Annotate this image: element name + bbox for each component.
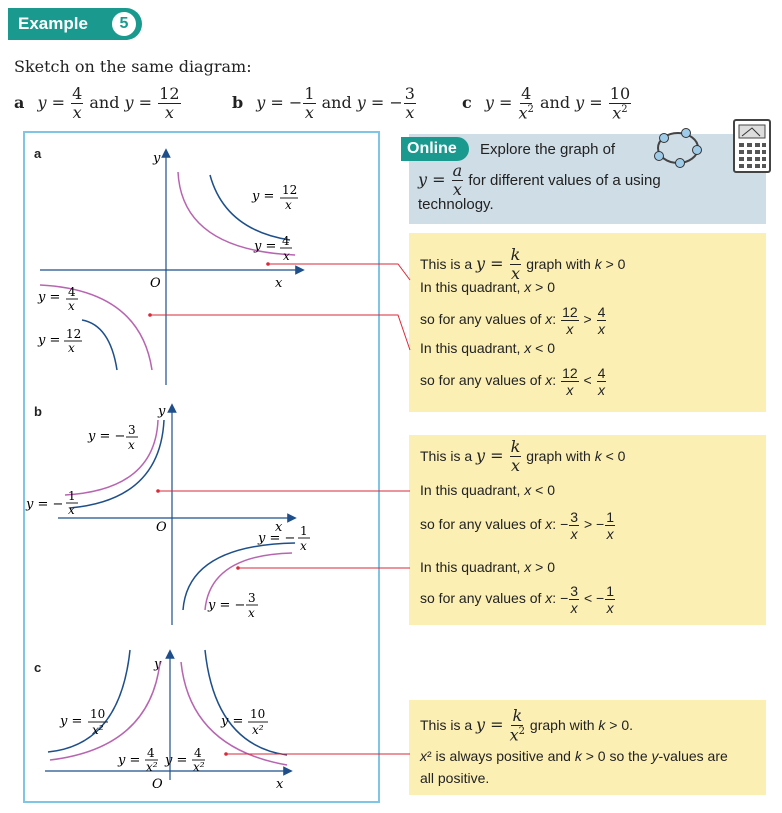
svg-text:x²: x² — [92, 723, 104, 737]
svg-text:4: 4 — [282, 234, 290, 248]
svg-text:x²: x² — [193, 760, 205, 774]
online-line2: for different values of a using — [468, 172, 661, 189]
note-c2: x² is always positive and k > 0 so the y-values are — [420, 748, 728, 764]
svg-text:y =: y = — [118, 753, 141, 768]
svg-text:x: x — [68, 299, 75, 313]
online-tag: Online — [401, 137, 469, 161]
note-b3: so for any values of x: − $\frac{3}{x}$ > − $\frac{1}{x}$ — [420, 509, 614, 542]
svg-text:y =: y = — [38, 290, 61, 305]
note-b2: In this quadrant, x < 0 — [420, 482, 556, 498]
graph-b-axis-x: x — [275, 520, 283, 535]
example-number: 5 — [112, 12, 136, 36]
svg-text:y = −: y = − — [26, 497, 64, 512]
online-line2-wrap: y = $\frac{a}{x}$ for different values of a using — [418, 161, 661, 199]
svg-text:x: x — [248, 606, 255, 620]
svg-text:1: 1 — [68, 489, 76, 503]
svg-text:x: x — [283, 249, 290, 263]
part-a-equation: y = $\frac{4}{x}$ and y = $\frac{12}{x}$ — [37, 84, 180, 122]
note-b4: In this quadrant, x > 0 — [420, 559, 556, 575]
part-a-letter: a — [14, 93, 25, 112]
svg-text:3: 3 — [128, 423, 136, 437]
instruction-text: Sketch on the same diagram: — [14, 57, 252, 76]
svg-text:1: 1 — [300, 524, 308, 538]
part-c-equation: y = $\frac{4}{x^2}$ and y = $\frac{10}{x^2}$ — [484, 84, 631, 123]
svg-text:y =: y = — [221, 714, 244, 729]
graph-b-label: b — [34, 404, 42, 419]
svg-text:12: 12 — [66, 327, 82, 341]
svg-text:x: x — [128, 438, 135, 452]
note-a5: so for any values of x: $\frac{12}{x}$ < $\frac{4}{x}$ — [420, 365, 606, 398]
graph-b — [25, 404, 310, 625]
note-b1: This is a y = $\frac{k}{x}$ graph with k < 0 — [420, 437, 626, 475]
note-b5: so for any values of x: − $\frac{3}{x}$ < − $\frac{1}{x}$ — [420, 583, 614, 616]
note-a2: In this quadrant, x > 0 — [420, 279, 556, 295]
note-a1: This is a y = $\frac{k}{x}$ graph with k > 0 — [420, 245, 626, 283]
graph-a-label: a — [34, 146, 42, 161]
svg-text:x²: x² — [146, 760, 158, 774]
svg-text:y = −: y = − — [208, 598, 246, 613]
leader-a-lower — [150, 315, 410, 350]
part-c-letter: c — [462, 93, 472, 113]
note-c3: all positive. — [420, 770, 490, 786]
graph-b-axis-y: y — [158, 404, 166, 419]
note-c1: This is a y = $\frac{k}{x^2}$ graph with k > 0. — [420, 706, 634, 745]
note-a4: In this quadrant, x < 0 — [420, 340, 556, 356]
graph-b-origin: O — [156, 520, 167, 535]
graph-a — [34, 146, 300, 385]
svg-text:x: x — [300, 539, 307, 553]
svg-text:10: 10 — [90, 707, 106, 721]
svg-text:12: 12 — [282, 183, 298, 197]
curve-a-12x-neg — [82, 320, 117, 370]
graph-c-label: c — [34, 660, 42, 675]
svg-text:x: x — [285, 198, 292, 212]
svg-text:x: x — [68, 341, 75, 355]
leader-lines — [150, 264, 410, 754]
part-b-letter: b — [232, 93, 244, 112]
svg-text:y =: y = — [60, 714, 83, 729]
graph-a-axis-y: y — [153, 151, 161, 166]
example-label: Example — [18, 14, 88, 33]
svg-text:3: 3 — [248, 591, 256, 605]
graph-c-axis-x: x — [276, 777, 284, 792]
part-b-equation: y = − $\frac{1}{x}$ and y = − $\frac{3}{x}$ — [256, 84, 415, 122]
svg-text:10: 10 — [250, 707, 266, 721]
svg-text:4: 4 — [68, 285, 76, 299]
svg-text:y =: y = — [38, 333, 61, 348]
svg-text:y = −: y = − — [88, 429, 126, 444]
svg-text:y = −: y = − — [258, 531, 296, 546]
curve-c-10x2-right — [205, 650, 287, 755]
svg-text:4: 4 — [194, 746, 202, 760]
online-line3: technology. — [418, 196, 494, 213]
svg-text:4: 4 — [147, 746, 155, 760]
online-line1: Explore the graph of — [480, 141, 616, 158]
curve-a-4x-pos — [178, 172, 298, 255]
curve-a-12x-pos — [210, 175, 290, 240]
leader-a-upper — [268, 264, 410, 280]
graph-c — [34, 650, 288, 792]
note-a3: so for any values of x: $\frac{12}{x}$ > $\frac{4}{x}$ — [420, 304, 606, 337]
svg-text:x²: x² — [252, 723, 264, 737]
svg-text:y =: y = — [254, 239, 277, 254]
svg-text:y =: y = — [252, 189, 275, 204]
graph-a-axis-x: x — [275, 276, 283, 291]
graph-c-axis-y: y — [154, 657, 162, 672]
graph-c-origin: O — [152, 777, 163, 792]
graph-a-origin: O — [150, 276, 161, 291]
svg-text:x: x — [68, 503, 75, 517]
svg-text:y =: y = — [165, 753, 188, 768]
